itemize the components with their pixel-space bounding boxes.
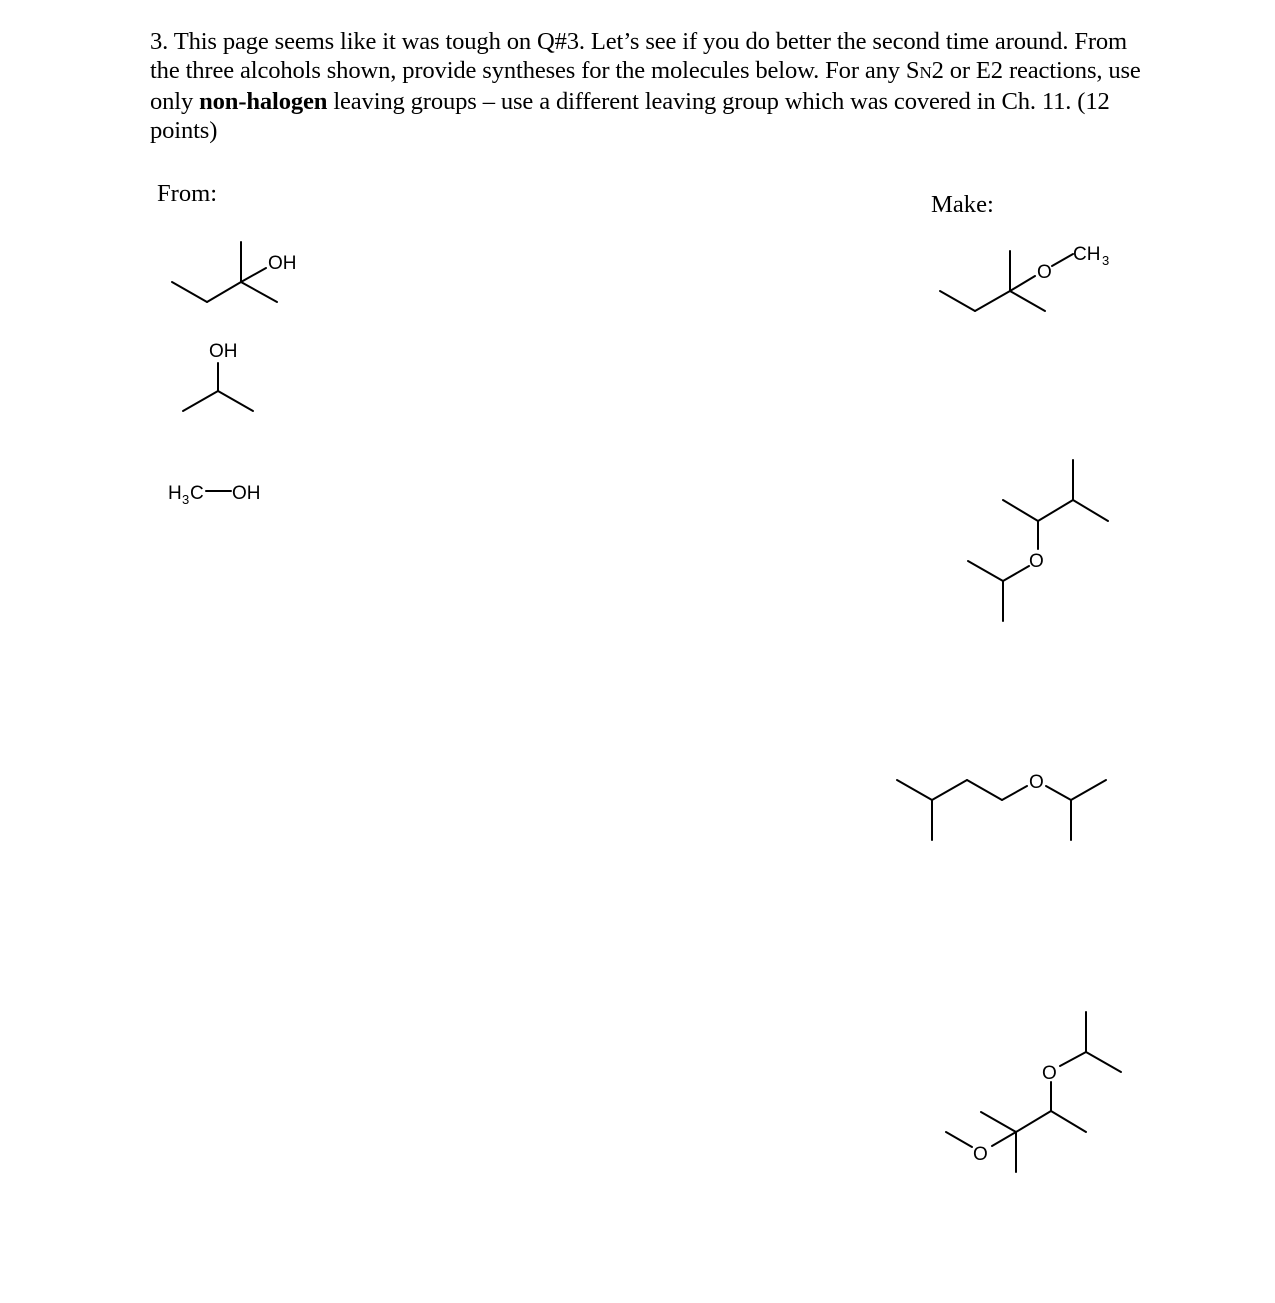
oh-label: OH — [268, 253, 297, 274]
oxygen-label: O — [1029, 551, 1044, 572]
oh-label: OH — [209, 341, 238, 362]
question-text-part-1: This page seems like it was tough on Q#3. Let’s see if you do better the second time around. From the three alcohols shown, provide syntheses for the molecules below. For any S — [150, 28, 1128, 84]
structure-methanol — [168, 483, 261, 507]
c-label: C — [190, 483, 204, 504]
structure-target-4 — [946, 1012, 1121, 1172]
h-label: H — [168, 483, 182, 504]
structure-isopropanol — [183, 341, 253, 411]
subscript-3: 3 — [182, 492, 190, 507]
structure-target-3 — [897, 772, 1106, 840]
structure-target-2 — [968, 460, 1108, 621]
structure-tert-amyl-alcohol — [172, 242, 297, 302]
oxygen-label: O — [973, 1144, 988, 1165]
question-text-part-3: leaving groups – use a different leaving group which was covered in Ch. 11. (12 points) — [150, 88, 1110, 144]
oxygen-label: O — [1042, 1063, 1057, 1084]
emphasis-non-halogen: non-halogen — [199, 88, 328, 115]
from-label: From: — [157, 180, 218, 207]
make-label: Make: — [931, 191, 994, 218]
subscript-3: 3 — [1102, 253, 1110, 268]
sn2-subscript: N — [919, 63, 932, 82]
oxygen-label: O — [1029, 772, 1044, 793]
oh-label: OH — [232, 483, 261, 504]
question-number: 3. — [150, 28, 169, 55]
ch-label: CH — [1073, 244, 1101, 265]
structure-target-1 — [940, 244, 1109, 311]
oxygen-label: O — [1037, 262, 1052, 283]
question-text-part-2: 2 or E2 reactions, use only — [150, 57, 1141, 115]
